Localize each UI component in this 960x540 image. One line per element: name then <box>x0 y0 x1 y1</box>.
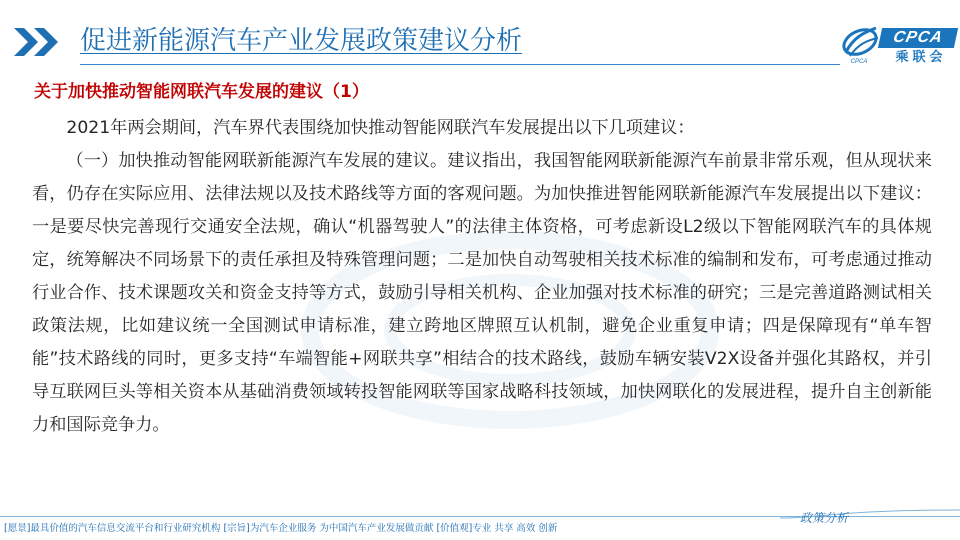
page-title: 促进新能源汽车产业发展政策建议分析 <box>80 26 523 56</box>
double-chevron-right-icon <box>14 28 66 56</box>
footer-slogan <box>4 522 784 536</box>
cpca-logo <box>840 22 958 68</box>
section-title: 关于加快推动智能网联汽车发展的建议（1） <box>34 82 369 102</box>
paragraph-recommendation-1: （一）加快推动智能网联新能源汽车发展的建议。建议指出，我国智能网联新能源汽车前景非常乐观，但从现状来看，仍存在实际应用、法律法规以及技术路线等方面的客观问题。为加快推进智能网联新能源汽车发展提出以下建议：一是要尽快完善现行交通安全法规，确认“机器驾驶人”的法律主体资格，可考虑新设L2级以下智能网联汽车的具体规定，统筹解决不同场景下的责任承担及特殊管理问题；二是加快自动驾驶相关技术标准的编制和发布，可考虑通过推动行业合作、技术课题攻关和资金支持等方式，鼓励引导相关机构、企业加强对技术标准的研究；三是完善道路测试相关政策法规，比如建议统一全国测试申请标准，建立跨地区牌照互认机制，避免企业重复申请；四是保障现有“单车智能”技术路线的同时，更多支持“车端智能+网联共享”相结合的技术路线，鼓励车辆安装V2X设备并强化其路权，并引导互联网巨头等相关资本从基础消费领域转投智能网联等国家战略科技领域，加快网联化的发展进程，提升自主创新能力和国际竞争力。 <box>32 151 932 435</box>
footer-values-text: 专业 共享 高效 创新 <box>472 523 558 534</box>
footer-mission-text: 为汽车企业服务 为中国汽车产业发展做贡献 <box>249 523 434 534</box>
footer-section-label: 政策分析 <box>800 511 849 525</box>
footer-vision-tag: [愿景] <box>4 523 31 534</box>
content-body <box>32 112 932 442</box>
logo-subtext: CPCA <box>850 59 868 65</box>
slide-header <box>0 0 960 72</box>
footer-values-tag: [价值观] <box>436 523 473 534</box>
footer-mission-tag: [宗旨] <box>223 523 250 534</box>
logo-chinese-name: 乘联会 <box>895 50 947 65</box>
footer-vision-text: 最具价值的汽车信息交流平台和行业研究机构 <box>30 523 221 534</box>
logo-abbreviation: CPCA <box>878 28 958 48</box>
header-divider <box>80 64 840 65</box>
paragraph-intro: 2021年两会期间，汽车界代表围绕加快推动智能网联汽车发展提出以下几项建议： <box>66 118 695 138</box>
